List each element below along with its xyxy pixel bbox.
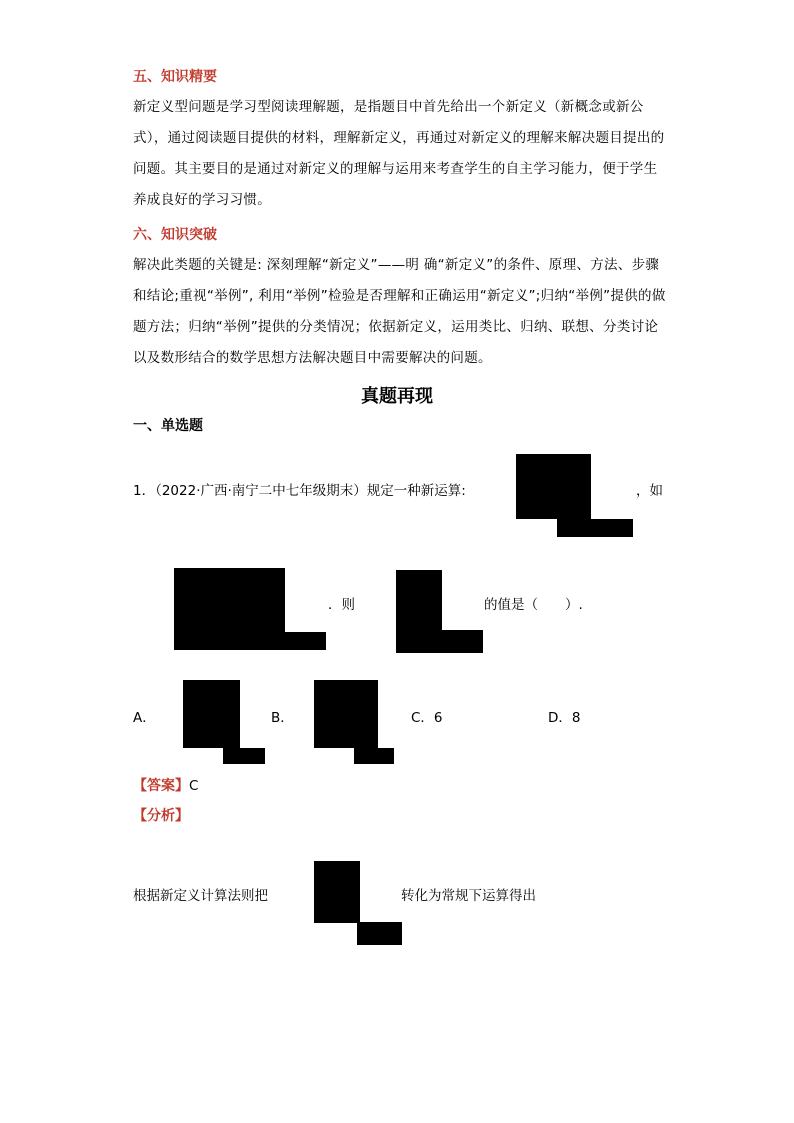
- section-6-body: 解决此类题的关键是: 深刻理解“新定义”——明 确“新定义”的条件、原理、方法、步骤和结论;重视“举例”, 利用“举例”检验是否理解和正确运用“新定义”;归纳“举例”提供的做题方法；归纳“举例”提供的分类情况；依据新定义，运用类比、归纳、联想、分类讨论以及数形结合的数学思想方法解决题目中需要解决的问题。: [133, 257, 666, 366]
- formula-image-3: [396, 570, 442, 653]
- option-b-label: B．: [271, 710, 294, 726]
- option-b-image: [314, 680, 378, 748]
- analysis-formula-image: [314, 861, 360, 923]
- question-1-line2-end: 的值是（ ）.: [484, 597, 583, 613]
- section-5-heading: 五、知识精要: [133, 69, 217, 85]
- analysis-text-prefix: 根据新定义计算法则把: [133, 888, 268, 904]
- option-d: D．8: [548, 710, 581, 726]
- question-1-stem: 1．（2022·广西·南宁二中七年级期末）规定一种新运算:: [133, 483, 466, 499]
- analysis-formula-image-sub: [357, 922, 402, 945]
- option-a-label: A．: [133, 710, 156, 726]
- analysis-text-suffix: 转化为常规下运算得出: [401, 888, 536, 904]
- formula-image-3-sub: [440, 630, 483, 653]
- section-5-body: 新定义型问题是学习型阅读理解题，是指题目中首先给出一个新定义（新概念或新公式），通过阅读题目提供的材料，理解新定义，再通过对新定义的理解来解决题目提出的问题。其主要目的是通过对新定义的理解与运用来考查学生的自主学习能力，便于学生养成良好的学习习惯。: [133, 99, 665, 208]
- answer-label: 【答案】: [133, 778, 189, 794]
- question-1-line2-mid: ．则: [328, 597, 355, 613]
- option-a-image-sub: [223, 748, 265, 764]
- question-1-stem-suffix: ，如: [636, 483, 663, 499]
- page-title: 真题再现: [361, 386, 433, 407]
- formula-image-2-sub: [215, 632, 326, 650]
- formula-image-1-sub: [557, 519, 633, 537]
- option-a-image: [183, 680, 240, 748]
- answer-value: C: [189, 778, 199, 794]
- section-6-heading: 六、知识突破: [133, 227, 217, 243]
- option-b-image-sub: [354, 748, 394, 764]
- part-1-heading: 一、单选题: [133, 418, 203, 434]
- formula-image-1: [516, 454, 591, 519]
- option-c: C．6: [411, 710, 443, 726]
- analysis-label: 【分析】: [133, 808, 189, 824]
